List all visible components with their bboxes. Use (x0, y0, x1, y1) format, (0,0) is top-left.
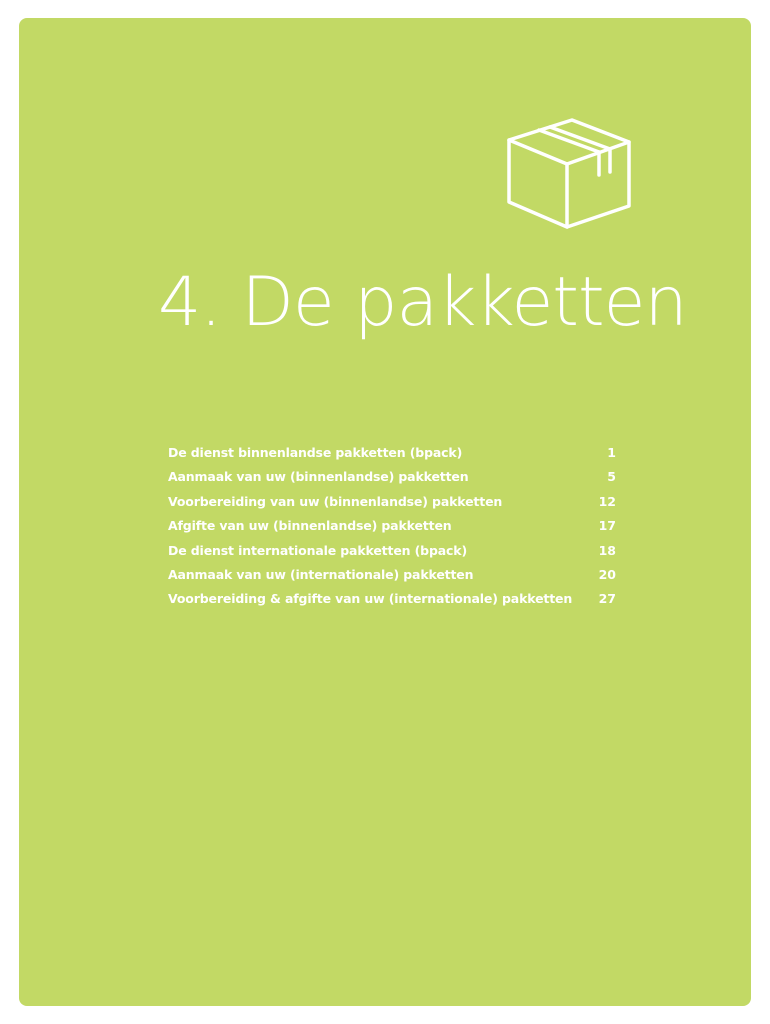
chapter-card (19, 18, 751, 1006)
package-box-icon (487, 100, 637, 250)
toc-item-page: 17 (598, 518, 616, 534)
toc-item-title: De dienst internationale pakketten (bpack) (168, 542, 468, 558)
toc-item[interactable] (168, 445, 616, 469)
table-of-contents (168, 445, 616, 616)
toc-item-title: Aanmaak van uw (internationale) pakketten (168, 566, 474, 582)
toc-item-page: 5 (607, 469, 616, 485)
toc-item-title: Aanmaak van uw (binnenlandse) pakketten (168, 469, 469, 485)
toc-item[interactable] (168, 567, 616, 591)
toc-item-title: Voorbereiding & afgifte van uw (internationale) pakketten (168, 591, 573, 607)
toc-item-title: Afgifte van uw (binnenlandse) pakketten (168, 518, 452, 534)
chapter-title: 4. De pakketten (158, 263, 687, 342)
toc-item[interactable] (168, 469, 616, 493)
toc-item[interactable] (168, 543, 616, 567)
toc-item[interactable] (168, 591, 616, 615)
toc-item-title: Voorbereiding van uw (binnenlandse) pakketten (168, 493, 503, 509)
toc-item-page: 1 (607, 445, 616, 460)
toc-item-title: De dienst binnenlandse pakketten (bpack) (168, 445, 463, 460)
toc-item-page: 18 (598, 542, 616, 558)
toc-item-page: 12 (598, 493, 616, 509)
toc-item-page: 20 (598, 566, 616, 582)
toc-item[interactable] (168, 518, 616, 542)
toc-item-page: 27 (598, 591, 616, 607)
toc-item[interactable] (168, 494, 616, 518)
